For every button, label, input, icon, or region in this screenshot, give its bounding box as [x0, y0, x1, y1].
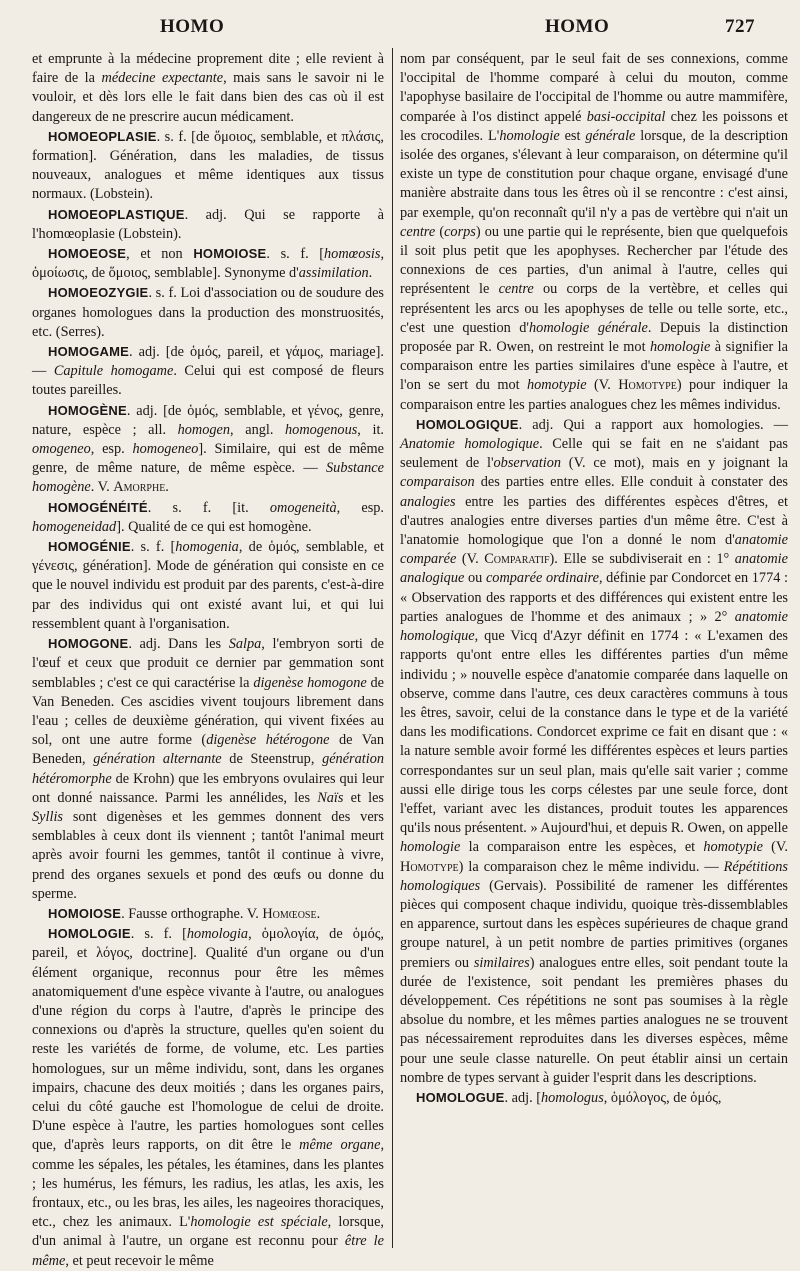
dictionary-entry: [32, 342, 384, 401]
italic-text: digenèse homogone: [253, 674, 367, 691]
dictionary-entry: [32, 904, 384, 924]
body-text: ) la comparaison chez le même individu. —: [458, 858, 724, 875]
dictionary-entry: [32, 401, 384, 498]
italic-text: homogen: [177, 421, 231, 438]
dictionary-entry: [32, 205, 384, 244]
italic-text: homogeneidad: [32, 518, 117, 535]
body-text: entre les parties des différentes espèces d'êtres, et d'autres analogies entre diverses parties d'un même être. C'est à l'anatomie homologique que l'on a donné le nom d': [400, 493, 788, 549]
body-text: la comparaison entre les espèces, et: [460, 839, 704, 856]
italic-text: anatomie analogique: [400, 551, 788, 587]
headword: HOMOLOGIE: [48, 926, 131, 942]
body-text: , que Vicq d'Azyr définit en 1774 : « L'examen des rapports qu'ont entre elles les différentes parties d'un même individu ; » nouvelle espèce d'anatomie comparée dans laquelle on observe, comme dans l'autre, ces deux caractères communs à tous les êtres, savoir, celui de la constance dans le type et de la variété dans les modifications. Condorcet exprime ce fait en disant que : « la nature semble avoir formé les différentes espèces et leurs parties correspondantes sur un seul plan, mais qu'elle sait varier ; comme aussi elle dirige tous les corps célestes par une seule force, dont l'effet, variant avec les distances, produit toutes les apparences qu'ils nous présentent. » Aujourd'hui, et depuis R. Owen, on appelle: [400, 628, 788, 837]
italic-text: homotypie: [526, 377, 587, 394]
body-text: , angl.: [230, 421, 286, 438]
headword: HOMOEOPLASIE: [48, 128, 157, 144]
headword: HOMOIOSE: [48, 905, 122, 921]
dictionary-entry: [32, 244, 384, 283]
italic-text: centre: [400, 223, 436, 240]
italic-text: homogenia: [175, 539, 239, 556]
body-text: ou: [464, 570, 486, 587]
italic-text: même organe: [299, 1137, 381, 1154]
left-running-head: HOMO: [160, 16, 225, 37]
cross-reference: Homotype: [618, 377, 677, 394]
body-text: . Celle qui se fait en ne s'aidant pas seulement de l': [400, 436, 788, 472]
italic-text: générale: [585, 127, 636, 144]
headword: HOMOEOSE: [48, 246, 127, 262]
italic-text: comparaison: [400, 474, 475, 491]
body-text: (V.: [456, 551, 485, 568]
body-text: . adj. [de ὁμός, semblable, et γένος, genre, nature, espèce ; all.: [32, 402, 384, 438]
body-text: , ὁμολογία, de ὁμός, pareil, et λόγος, doctrine]. Qualité d'un organe ou d'un élément organique, reconnus pour être les mêmes anatomiquement d'une espèce vivante à l'autre, ou analogues d'une région du corps à l'autre, d'après le principe des connexions ou d'après la structure, quelles qu'en soient du reste les variétés de forme, de volume, etc. Les parties homologues, sur un même individu, sont, dans les organes impairs, chacune des deux moitiés ; dans les organes pairs, celui du côté gauche est l'homologue de celui de droite. D'une espèce à l'autre, les parties homologues sont celles que, d'après leurs rapports, on dit être le: [32, 926, 385, 1154]
body-text: et les: [343, 789, 384, 806]
headword: HOMOEOZYGIE: [48, 285, 149, 301]
italic-text: homologie générale: [529, 319, 648, 336]
body-text: ) ou une partie qui le représente, bien que quelquefois il soit plus petit que les apophyses. Rechercher par l'étude des connexions de ces parties, d'un animal à l'autre, celles qui représentent le: [400, 223, 788, 298]
cross-reference: Homotype: [400, 858, 459, 875]
continued-paragraph: [400, 50, 788, 415]
dictionary-entry: [32, 634, 384, 904]
italic-text: Naïs: [317, 789, 344, 806]
italic-text: homœosis: [324, 246, 381, 263]
body-text: . adj. Qui a rapport aux homologies. —: [518, 416, 788, 433]
page-number: 727: [725, 16, 755, 37]
body-text: , définie par Condorcet en 1774 : « Observation des rapports et des différences qui existent entre les parties analogues de l'homme et des animaux ; » 2°: [400, 570, 788, 625]
body-text: . s. f. [: [266, 246, 325, 263]
italic-text: médecine expectante: [101, 70, 224, 87]
italic-text: homologie: [649, 339, 711, 356]
body-text: est: [559, 127, 586, 144]
body-text: . adj. Dans les: [128, 636, 229, 653]
italic-text: analogies: [400, 493, 456, 510]
body-text: de Krohn) que les embryons ovulaires qui leur ont donné naissance. Parmi les annélides, les: [32, 770, 384, 806]
dictionary-entry: [32, 498, 384, 537]
body-text: (V.: [762, 839, 788, 856]
dictionary-entry: [32, 924, 384, 1271]
dictionary-entry: [400, 415, 788, 1088]
body-text: , it.: [357, 421, 384, 438]
italic-text: homologie est spéciale: [190, 1214, 328, 1231]
body-text: , ὁμόλογος, de ὁμός,: [603, 1089, 722, 1106]
body-text: , et non: [126, 246, 194, 263]
body-text: de Van Beneden. Ces ascidies vivent toujours librement dans l'eau ; celles de deuxième génération, qui vivent fixées au sol, ont une autre forme (: [32, 674, 385, 749]
body-text: (V. ce mot), mais en y joignant la: [561, 455, 789, 472]
italic-text: être le même: [32, 1233, 384, 1269]
headword: HOMOGÉNÉITÉ: [48, 499, 148, 515]
body-text: .: [165, 479, 169, 496]
body-text: ). Elle se subdiviserait en : 1°: [549, 551, 735, 568]
italic-text: génération hétéromorphe: [32, 751, 385, 787]
italic-text: homotypie: [703, 839, 763, 856]
right-column: [400, 50, 788, 1108]
body-text: , esp.: [336, 499, 385, 516]
body-text: , et peut recevoir le même: [65, 1252, 214, 1269]
body-text: (V.: [586, 377, 619, 394]
cross-reference: Homœose: [262, 905, 317, 922]
italic-text: Salpa: [228, 636, 262, 653]
headword: HOMOLOGIQUE: [416, 416, 519, 432]
cross-reference: Comparatif: [484, 551, 550, 568]
italic-text: Répétitions homologiques: [400, 858, 788, 894]
headword: HOMOGÈNE: [48, 402, 127, 418]
italic-text: observation: [493, 455, 562, 472]
headword: HOMOGAME: [48, 344, 130, 360]
headword: HOMOEOPLASTIQUE: [48, 206, 185, 222]
dictionary-entry: [32, 283, 384, 342]
body-text: , l'embryon sorti de l'œuf et ceux que produit ce dernier par gemmation sont semblables ; c'est ce qui caractérise la: [32, 636, 384, 691]
body-text: , mais sans le savoir ni le vouloir, et dès lors elle le fait dans bien des cas où il est dangereux de ne prescrire aucun médicament.: [32, 70, 384, 125]
italic-text: homologie: [499, 127, 560, 144]
body-text: ) pour indiquer la comparaison entre les parties analogues chez les mêmes individus.: [400, 377, 789, 413]
body-text: ]. Similaire, qui est de même genre, de même nature, de même espèce. —: [32, 441, 384, 477]
body-text: . s. f. Loi d'association ou de soudure des organes homologues dans la production des monstruosités, etc. (Serres).: [32, 285, 384, 340]
italic-text: comparée ordinaire: [485, 570, 599, 587]
body-text: . Depuis la distinction proposée par R. Owen, on restreint le mot: [400, 319, 789, 356]
headword: HOMOGÉNIE: [48, 539, 131, 555]
italic-text: génération alternante: [93, 751, 222, 768]
body-text: sont digenèses et les gemmes donnent des vers semblables à ceux dont ils viennent ; tantôt l'animal meurt après avoir fourni les gemmes, tantôt il continue à vivre, prend des organes sexuels et pond des œufs ou donne du sperme.: [32, 808, 384, 902]
body-text: nom par conséquent, par le seul fait de ses connexions, comme l'occipital de l'homme comparé à celui du mouton, comme l'apophyse basilaire de l'occipital de l'homme ou autre mammifère, comparée à l'os distinct appelé: [400, 51, 788, 125]
dictionary-entry: [32, 127, 384, 205]
italic-text: corps: [444, 223, 476, 240]
italic-text: homogenous: [285, 421, 358, 438]
italic-text: omogeneità: [269, 499, 337, 516]
body-text: . s. f. [it.: [147, 499, 270, 516]
body-text: , de ὁμός, semblable, et γένεσις, génération]. Mode de génération qui consiste en ce que le nouvel individu est produit par des parents, c'est-à-dire par des individus qui ont existé avant lui, et qui lui ressemblent quant à l'organisation.: [32, 539, 385, 632]
body-text: à signifier la comparaison entre les parties similaires d'une espèce à l'autre, et l'on se sert du mot: [400, 339, 788, 394]
headword: HOMOIOSE: [193, 246, 267, 262]
body-text: . adj. [de ὁμός, pareil, et γάμος, mariage]. —: [32, 344, 384, 380]
continued-paragraph: [32, 50, 384, 127]
body-text: , esp.: [90, 441, 133, 458]
body-text: . adj. [: [504, 1089, 541, 1106]
italic-text: anatomie homologique: [400, 608, 788, 645]
italic-text: similaires: [473, 954, 530, 971]
body-text: , lorsque, d'un animal à l'autre, un organe est reconnu pour: [32, 1214, 385, 1250]
italic-text: centre: [498, 281, 534, 298]
left-column: [32, 50, 384, 1271]
body-text: et emprunte à la médecine proprement dite ; elle revient à faire de la: [32, 51, 384, 87]
body-text: . s. f. [de ὅμοιος, semblable, et πλάσις, formation]. Génération, dans les maladies, de tissus nouveaux, analogues et même identiques aux tissus normaux. (Lobstein).: [32, 128, 384, 203]
italic-text: anatomie comparée: [400, 532, 788, 568]
italic-text: assimilation: [298, 265, 369, 282]
body-text: ou corps de la vertèbre, et celles qui représentent les arcs ou les apophyses de telle ou telle sorte, etc., c'est une question d': [400, 281, 788, 336]
body-text: . s. f. [: [130, 539, 176, 556]
body-text: des parties entre elles. Elle conduit à constater des: [474, 474, 788, 491]
body-text: .: [316, 905, 321, 922]
dictionary-entry: [32, 537, 384, 634]
cross-reference: Amorphe: [113, 479, 166, 496]
body-text: lorsque, de la description isolée des organes, s'élevant à leur comparaison, on détermine qu'il existe un type de constitution pour chaque organe, envisagé d'une manière abstraite dans tous les êtres où il se rencontre : c'est ainsi, par exemple, qu'on reconnaît qu'il n'y a pas de vertèbre qui n'ait un: [400, 127, 789, 221]
body-text: . Fausse orthographe. V.: [121, 905, 263, 922]
body-text: . Celui qui est composé de fleurs toutes pareilles.: [32, 363, 384, 399]
body-text: (: [435, 223, 445, 240]
body-text: ) analogues entre elles, soit pendant toute la durée de l'existence, soit pendant les premières phases du développement. Ces répétitions ne sont pas soumises à la règle absolue du nombre, et les mêmes parties analogues ne se trouvent pas nécessairement reproduites dans les diverses espèces, même pour une seule classe naturelle. On peut établir ainsi un certain nombre de types servant à guider l'esprit dans les descriptions.: [400, 954, 788, 1086]
italic-text: homologia: [186, 926, 249, 943]
body-text: , ὁμοίωσις, de ὅμοιος, semblable]. Synonyme d': [32, 246, 385, 282]
body-text: , comme les sépales, les pétales, les étamines, dans les plantes ; les humérus, les fémurs, les radius, les atlas, les axis, les frontaux, etc., ou les bras, les ailes, les nageoires thoraciques, etc., chez les animaux. L': [32, 1137, 385, 1231]
body-text: . V.: [90, 479, 114, 496]
italic-text: homologus: [541, 1089, 604, 1106]
right-running-head: HOMO: [545, 16, 610, 37]
italic-text: Capitule homogame: [53, 363, 174, 380]
body-text: de Van Beneden,: [32, 732, 384, 768]
italic-text: Syllis: [32, 808, 63, 825]
body-text: ]. Qualité de ce qui est homogène.: [116, 518, 312, 535]
dictionary-entry: [400, 1088, 788, 1108]
body-text: .: [368, 265, 373, 282]
body-text: (Gervais). Possibilité de ramener les différentes pièces qui composent chaque individu, quoique très-dissemblables en apparence, surtout dans les espèces supérieures de chaque grand groupe naturel, à un petit nombre de parties primitives (organes premiers ou: [400, 877, 788, 971]
italic-text: Substance homogène: [32, 460, 384, 496]
body-text: . s. f. [: [130, 926, 187, 943]
headword: HOMOGONE: [48, 636, 129, 652]
body-text: chez les poissons et les crocodiles. L': [400, 108, 788, 144]
body-text: de Steenstrup,: [221, 751, 323, 768]
italic-text: omogeneo: [32, 441, 91, 458]
headword: HOMOLOGUE: [416, 1089, 505, 1105]
italic-text: homogeneo: [132, 441, 199, 458]
body-text: . adj. Qui se rapporte à l'homœoplasie (Lobstein).: [32, 206, 384, 242]
italic-text: homologie: [400, 839, 461, 856]
column-divider: [392, 48, 393, 1248]
italic-text: Anatomie homologique: [400, 436, 540, 453]
italic-text: digenèse hétérogone: [206, 732, 330, 749]
italic-text: basi-occipital: [586, 108, 666, 125]
